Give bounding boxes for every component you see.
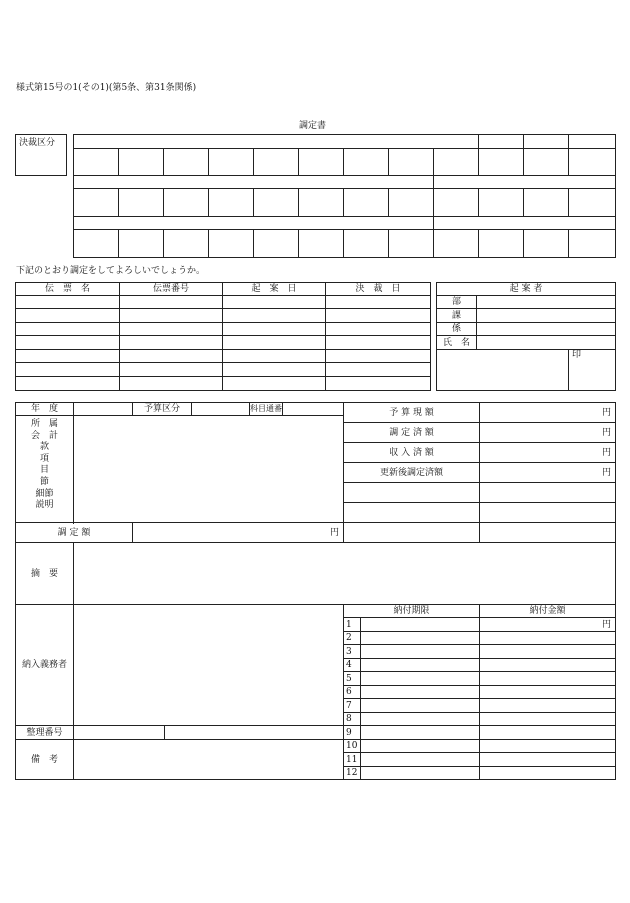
approval-cell[interactable] [344,149,389,176]
drafter-cell[interactable] [477,309,616,323]
due-cell[interactable] [361,645,480,659]
approval-cell[interactable] [164,189,209,217]
slip-cell[interactable] [120,377,223,391]
approval-cell[interactable] [479,149,524,176]
slip-cell[interactable] [16,323,120,336]
amount-cell[interactable] [480,699,616,713]
amount-cell[interactable] [480,740,616,753]
slip-cell[interactable] [120,323,223,336]
slip-cell[interactable] [16,377,120,391]
due-cell[interactable] [361,713,480,726]
class-saisetsu: 細節 [35,488,54,499]
approval-cell[interactable] [389,149,434,176]
due-cell[interactable] [361,618,480,632]
row-number: 3 [344,645,361,659]
approval-cell[interactable] [434,149,479,176]
kessai-kubun-label: 決裁区分 [19,138,56,148]
payment-amount-header: 納付金額 [480,605,616,618]
drafter-row-label: 氏 名 [437,336,477,350]
slip-col-decision-date: 決 裁 日 [326,283,431,296]
seiri-cell[interactable] [74,726,165,740]
slip-cell[interactable] [223,309,326,323]
biko-label: 備 考 [16,740,74,780]
row-number: 9 [344,726,361,740]
slip-col-draft-date: 起 案 日 [223,283,326,296]
chotei-extra-cell[interactable] [344,523,480,543]
approval-cell[interactable] [479,189,524,217]
obligor-label: 納入義務者 [16,605,74,726]
amount-extra-cell[interactable] [344,483,480,503]
slip-cell[interactable] [326,323,431,336]
approval-cell[interactable] [119,189,164,217]
row-number: 10 [344,740,361,753]
class-setsu: 節 [39,476,49,487]
row-number: 4 [344,659,361,672]
due-cell[interactable] [361,726,480,740]
slip-cell[interactable] [326,336,431,350]
drafter-cell[interactable] [477,336,616,350]
row-number: 2 [344,632,361,645]
slip-cell[interactable] [326,363,431,377]
approval-cell[interactable] [524,189,569,217]
approval-cell[interactable] [389,189,434,217]
slip-cell[interactable] [326,350,431,363]
approval-header-cell[interactable] [74,176,434,189]
approval-header-cell[interactable] [524,135,569,149]
approval-cell[interactable] [254,230,299,258]
approval-cell[interactable] [209,189,254,217]
summary-label: 摘 要 [16,543,74,605]
drafter-title: 起 案 者 [437,283,616,296]
amount-yen-3[interactable]: 円 [480,443,616,463]
slip-cell[interactable] [223,350,326,363]
approval-header-cell[interactable] [434,176,616,189]
approval-cell[interactable] [434,189,479,217]
approval-cell[interactable] [299,189,344,217]
main-table [15,402,616,780]
year-label: 年 度 [16,403,74,416]
slip-cell[interactable] [16,309,120,323]
amount-label-2: 調 定 済 額 [344,423,480,443]
classification-labels [16,416,74,523]
slip-cell[interactable] [223,363,326,377]
amount-cell[interactable] [480,726,616,740]
approval-cell[interactable] [299,149,344,176]
row-number: 12 [344,767,361,780]
form-number: 様式第15号の1(その1)(第5条、第31条関係) [16,83,197,93]
seiri-cell[interactable] [165,726,344,740]
approval-cell[interactable] [74,230,119,258]
row-number: 7 [344,699,361,713]
drafter-cell[interactable] [477,296,616,309]
drafter-row-label: 部 [437,296,477,309]
document-title: 調定書 [299,121,327,131]
amount-yen-4[interactable]: 円 [480,463,616,483]
amount-label-3: 収 入 済 額 [344,443,480,463]
approval-cell[interactable] [254,149,299,176]
chotei-amount-label: 調 定 額 [16,523,133,543]
approval-cell[interactable] [119,230,164,258]
class-setsumei: 説明 [35,500,54,511]
amount-extra-cell[interactable] [480,503,616,523]
drafter-cell[interactable] [477,323,616,336]
approval-cell[interactable] [74,189,119,217]
drafter-table [436,282,616,391]
approval-cell[interactable] [254,189,299,217]
budget-kubun-label: 予算区分 [133,403,192,416]
approval-cell[interactable] [524,230,569,258]
slip-cell[interactable] [120,350,223,363]
amount-cell[interactable] [480,713,616,726]
kessai-kubun-box [15,134,67,176]
amount-cell[interactable] [480,753,616,767]
class-kou: 項 [39,453,49,464]
approval-cell[interactable] [344,230,389,258]
row-number: 8 [344,713,361,726]
amount-label-1: 予 算 現 額 [344,403,480,423]
slip-table [15,282,431,391]
row-number: 11 [344,753,361,767]
slip-cell[interactable] [120,336,223,350]
approval-cell[interactable] [119,149,164,176]
approval-header-cell[interactable] [434,217,616,230]
biko-content[interactable] [74,740,344,780]
chotei-extra-cell[interactable] [480,523,616,543]
approval-cell[interactable] [164,149,209,176]
seiri-label: 整理番号 [16,726,74,740]
amount-cell[interactable] [480,686,616,699]
approval-cell[interactable] [344,189,389,217]
payment-due-header: 納付期限 [344,605,480,618]
amount-cell[interactable] [480,632,616,645]
seal-mark: 印 [569,350,616,391]
due-cell[interactable] [361,686,480,699]
approval-cell[interactable] [164,230,209,258]
slip-cell[interactable] [223,323,326,336]
approval-grid [73,134,616,258]
approval-cell[interactable] [74,149,119,176]
class-moku: 目 [39,465,49,476]
obligor-content[interactable] [74,605,344,726]
approval-header-cell[interactable] [569,135,616,149]
amount-label-4: 更新後調定済額 [344,463,480,483]
approval-cell[interactable] [209,149,254,176]
approval-header-cell[interactable] [479,135,524,149]
approval-header-cell[interactable] [74,217,434,230]
amount-cell[interactable] [480,645,616,659]
kamoku-cell[interactable] [283,403,344,416]
slip-cell[interactable] [120,363,223,377]
amount-extra-cell[interactable] [344,503,480,523]
intro-text: 下記のとおり調定をしてよろしいでしょうか。 [16,266,206,276]
approval-cell[interactable] [569,189,616,217]
amount-yen-2[interactable]: 円 [480,423,616,443]
slip-cell[interactable] [16,296,120,309]
classification-content[interactable] [74,416,344,523]
due-cell[interactable] [361,672,480,686]
slip-col-name: 伝 票 名 [16,283,120,296]
slip-cell[interactable] [16,350,120,363]
approval-cell[interactable] [389,230,434,258]
slip-cell[interactable] [223,377,326,391]
kamoku-label: 科目通番 [250,403,283,416]
row-number: 6 [344,686,361,699]
slip-cell[interactable] [16,336,120,350]
approval-cell[interactable] [209,230,254,258]
due-cell[interactable] [361,632,480,645]
slip-col-number: 伝票番号 [120,283,223,296]
due-cell[interactable] [361,767,480,780]
approval-cell[interactable] [299,230,344,258]
slip-cell[interactable] [120,309,223,323]
due-cell[interactable] [361,699,480,713]
slip-cell[interactable] [223,336,326,350]
drafter-seal-area[interactable] [437,350,569,391]
approval-cell[interactable] [569,149,616,176]
summary-content[interactable] [74,543,616,605]
approval-cell[interactable] [479,230,524,258]
approval-cell[interactable] [434,230,479,258]
amount-cell[interactable] [480,767,616,780]
approval-cell[interactable] [524,149,569,176]
slip-cell[interactable] [326,309,431,323]
class-shozoku: 所 属 [30,419,58,429]
amount-cell[interactable]: 円 [480,618,616,632]
budget-kubun-cell[interactable] [192,403,250,416]
slip-cell[interactable] [120,296,223,309]
approval-header-cell[interactable] [74,135,479,149]
slip-cell[interactable] [326,296,431,309]
class-kan: 款 [39,442,49,453]
amount-cell[interactable] [480,672,616,686]
approval-cell[interactable] [569,230,616,258]
amount-cell[interactable] [480,659,616,672]
year-cell[interactable] [74,403,133,416]
amount-extra-cell[interactable] [480,483,616,503]
drafter-row-label: 課 [437,309,477,323]
row-number: 5 [344,672,361,686]
slip-cell[interactable] [326,377,431,391]
slip-cell[interactable] [223,296,326,309]
class-kaikei: 会 計 [30,430,58,441]
row-number: 1 [344,618,361,632]
slip-cell[interactable] [16,363,120,377]
due-cell[interactable] [361,753,480,767]
due-cell[interactable] [361,740,480,753]
chotei-amount-value[interactable]: 円 [133,523,344,543]
amount-yen-1[interactable]: 円 [480,403,616,423]
due-cell[interactable] [361,659,480,672]
drafter-row-label: 係 [437,323,477,336]
